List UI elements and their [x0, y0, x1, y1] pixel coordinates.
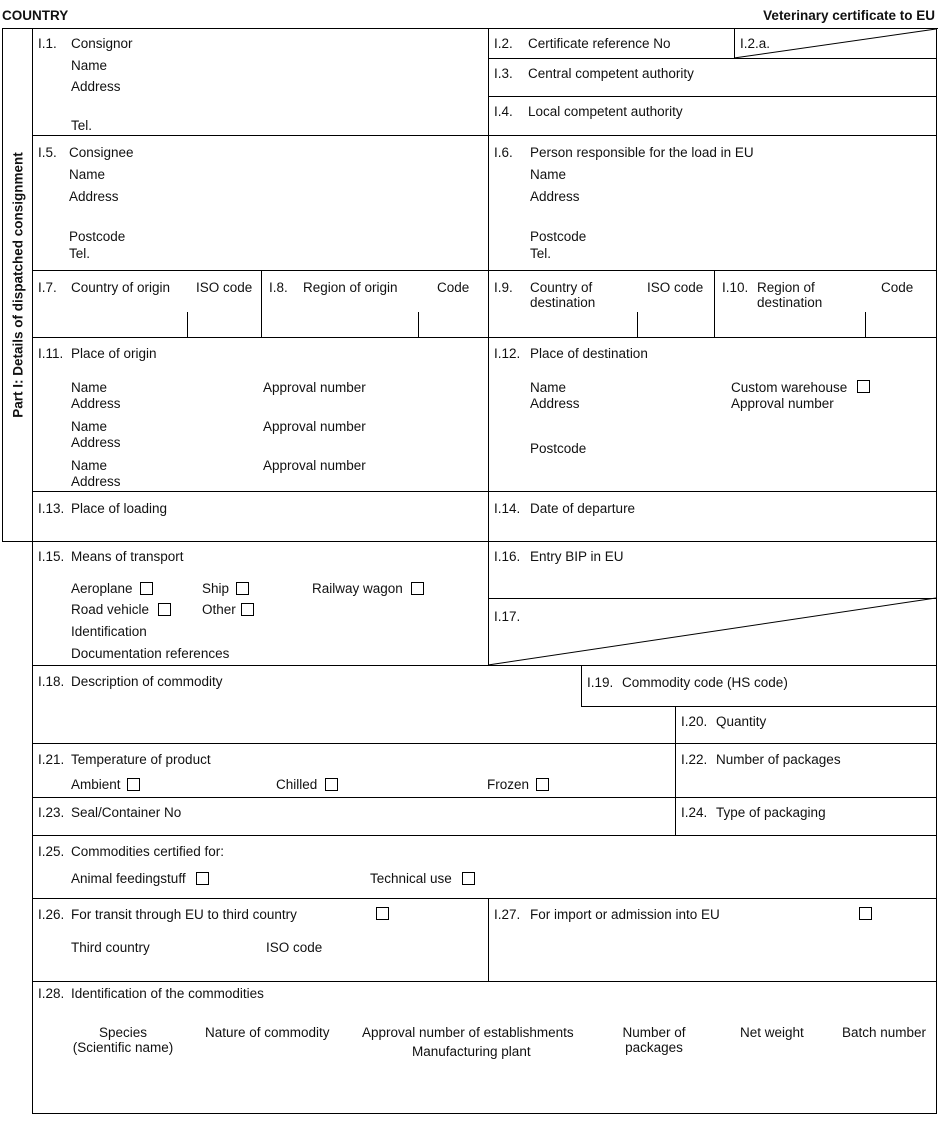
ambient-checkbox[interactable]	[127, 778, 140, 791]
consignee-name-label: Name	[69, 167, 106, 182]
responsible-address-label: Address	[530, 189, 580, 204]
field-number: I.1.	[38, 36, 57, 51]
consignor-tel-label: Tel.	[71, 118, 93, 133]
field-number: I.16.	[494, 549, 521, 564]
field-number: I.14.	[494, 501, 521, 516]
approval-column-header: Approval number of establishments Manufacturing plant	[362, 1025, 574, 1059]
field-number-17: I.17.	[494, 609, 521, 624]
field-number: I.19.	[587, 675, 614, 690]
seal-container-label: Seal/Container No	[71, 805, 182, 820]
field-number: I.27.	[494, 907, 521, 922]
ambient-label: Ambient	[71, 777, 121, 792]
date-of-departure-label: Date of departure	[530, 501, 636, 516]
other-transport-label: Other	[202, 602, 236, 617]
transit-title: For transit through EU to third country	[71, 907, 297, 922]
quantity-label: Quantity	[716, 714, 767, 729]
animal-feedingstuff-checkbox[interactable]	[196, 872, 209, 885]
packages-column-header: Number of packages	[622, 1025, 686, 1055]
species-column-header: Species (Scientific name)	[72, 1025, 174, 1055]
local-authority-label: Local competent authority	[528, 104, 683, 119]
iso-code-label: ISO code	[647, 280, 704, 295]
consignee-tel-label: Tel.	[69, 246, 91, 261]
commodity-description-label: Description of commodity	[71, 674, 223, 689]
field-number: I.5.	[38, 145, 57, 160]
field-number: I.12.	[494, 346, 521, 361]
consignee-postcode-label: Postcode	[69, 229, 126, 244]
region-code-label: Code	[881, 280, 914, 295]
field-number: I.9.	[494, 280, 513, 295]
region-code-label: Code	[437, 280, 470, 295]
certificate-reference-label: Certificate reference No	[528, 36, 671, 51]
ship-checkbox[interactable]	[236, 582, 249, 595]
field-number: I.22.	[681, 752, 708, 767]
field-number: I.2.	[494, 36, 513, 51]
field-number: I.6.	[494, 145, 513, 160]
import-admission-title: For import or admission into EU	[530, 907, 720, 922]
origin-approval-label: Approval number	[263, 458, 366, 473]
means-of-transport-title: Means of transport	[71, 549, 184, 564]
custom-warehouse-label: Custom warehouse	[731, 380, 848, 395]
consignor-title: Consignor	[71, 36, 133, 51]
origin-name-label: Name	[71, 380, 108, 395]
central-authority-label: Central competent authority	[528, 66, 694, 81]
nature-column-header: Nature of commodity	[205, 1025, 330, 1040]
railway-wagon-checkbox[interactable]	[411, 582, 424, 595]
field-number: I.28.	[38, 986, 65, 1001]
import-admission-checkbox[interactable]	[859, 907, 872, 920]
railway-wagon-label: Railway wagon	[312, 581, 403, 596]
region-of-origin-label: Region of origin	[303, 280, 398, 295]
ship-label: Ship	[202, 581, 230, 596]
field-number: I.13.	[38, 501, 65, 516]
field-number: I.23.	[38, 805, 65, 820]
field-number: I.21.	[38, 752, 65, 767]
number-of-packages-label: Number of packages	[716, 752, 841, 767]
field-number: I.10.	[722, 280, 749, 295]
region-destination-label-l2: destination	[757, 295, 823, 310]
technical-use-checkbox[interactable]	[462, 872, 475, 885]
field-number: I.24.	[681, 805, 708, 820]
chilled-checkbox[interactable]	[325, 778, 338, 791]
field-number: I.26.	[38, 907, 65, 922]
commodities-identification-title: Identification of the commodities	[71, 986, 264, 1001]
consignee-address-label: Address	[69, 189, 119, 204]
region-destination-label-l1: Region of	[757, 280, 815, 295]
transit-checkbox[interactable]	[376, 907, 389, 920]
consignor-name-label: Name	[71, 58, 108, 73]
technical-use-label: Technical use	[370, 871, 452, 886]
field-number: I.15.	[38, 549, 65, 564]
origin-address-label: Address	[71, 435, 121, 450]
consignor-address-label: Address	[71, 79, 121, 94]
country-destination-label-l2: destination	[530, 295, 596, 310]
destination-postcode-label: Postcode	[530, 441, 587, 456]
chilled-label: Chilled	[276, 777, 318, 792]
country-destination-label-l1: Country of	[530, 280, 593, 295]
third-country-label: Third country	[71, 940, 150, 955]
part-title-vertical: Part I: Details of dispatched consignment	[10, 152, 26, 418]
batch-number-column-header: Batch number	[842, 1025, 927, 1040]
field-number: I.3.	[494, 66, 513, 81]
road-vehicle-checkbox[interactable]	[158, 603, 171, 616]
field-number: I.20.	[681, 714, 708, 729]
origin-name-label: Name	[71, 458, 108, 473]
destination-address-label: Address	[530, 396, 580, 411]
net-weight-column-header: Net weight	[740, 1025, 804, 1040]
destination-name-label: Name	[530, 380, 567, 395]
animal-feedingstuff-label: Animal feedingstuff	[71, 871, 186, 886]
consignee-title: Consignee	[69, 145, 134, 160]
identification-label: Identification	[71, 624, 147, 639]
field-number: I.18.	[38, 674, 65, 689]
field-number: I.4.	[494, 104, 513, 119]
documentation-references-label: Documentation references	[71, 646, 230, 661]
other-transport-checkbox[interactable]	[241, 603, 254, 616]
certified-for-title: Commodities certified for:	[71, 844, 225, 859]
field-number: I.25.	[38, 844, 65, 859]
custom-warehouse-checkbox[interactable]	[857, 380, 870, 393]
country-label: COUNTRY	[2, 8, 69, 23]
aeroplane-checkbox[interactable]	[140, 582, 153, 595]
field-number: I.7.	[38, 280, 57, 295]
country-of-origin-label: Country of origin	[71, 280, 171, 295]
road-vehicle-label: Road vehicle	[71, 602, 150, 617]
field-number: I.8.	[269, 280, 288, 295]
origin-address-label: Address	[71, 396, 121, 411]
place-of-origin-title: Place of origin	[71, 346, 157, 361]
iso-code-label: ISO code	[266, 940, 323, 955]
type-of-packaging-label: Type of packaging	[716, 805, 826, 820]
destination-approval-label: Approval number	[731, 396, 834, 411]
frozen-checkbox[interactable]	[536, 778, 549, 791]
responsible-postcode-label: Postcode	[530, 229, 587, 244]
place-of-loading-label: Place of loading	[71, 501, 168, 516]
iso-code-label: ISO code	[196, 280, 253, 295]
certificate-title: Veterinary certificate to EU	[763, 8, 935, 23]
origin-address-label: Address	[71, 474, 121, 489]
responsible-tel-label: Tel.	[530, 246, 552, 261]
temperature-title: Temperature of product	[71, 752, 211, 767]
commodity-code-label: Commodity code (HS code)	[622, 675, 788, 690]
origin-approval-label: Approval number	[263, 380, 366, 395]
origin-name-label: Name	[71, 419, 108, 434]
field-number: I.11.	[38, 346, 64, 361]
responsible-name-label: Name	[530, 167, 567, 182]
origin-approval-label: Approval number	[263, 419, 366, 434]
frozen-label: Frozen	[487, 777, 530, 792]
entry-bip-label: Entry BIP in EU	[530, 549, 624, 564]
place-of-destination-title: Place of destination	[530, 346, 648, 361]
field-number-2a: I.2.a.	[740, 36, 771, 51]
aeroplane-label: Aeroplane	[71, 581, 133, 596]
responsible-person-title: Person responsible for the load in EU	[530, 145, 754, 160]
